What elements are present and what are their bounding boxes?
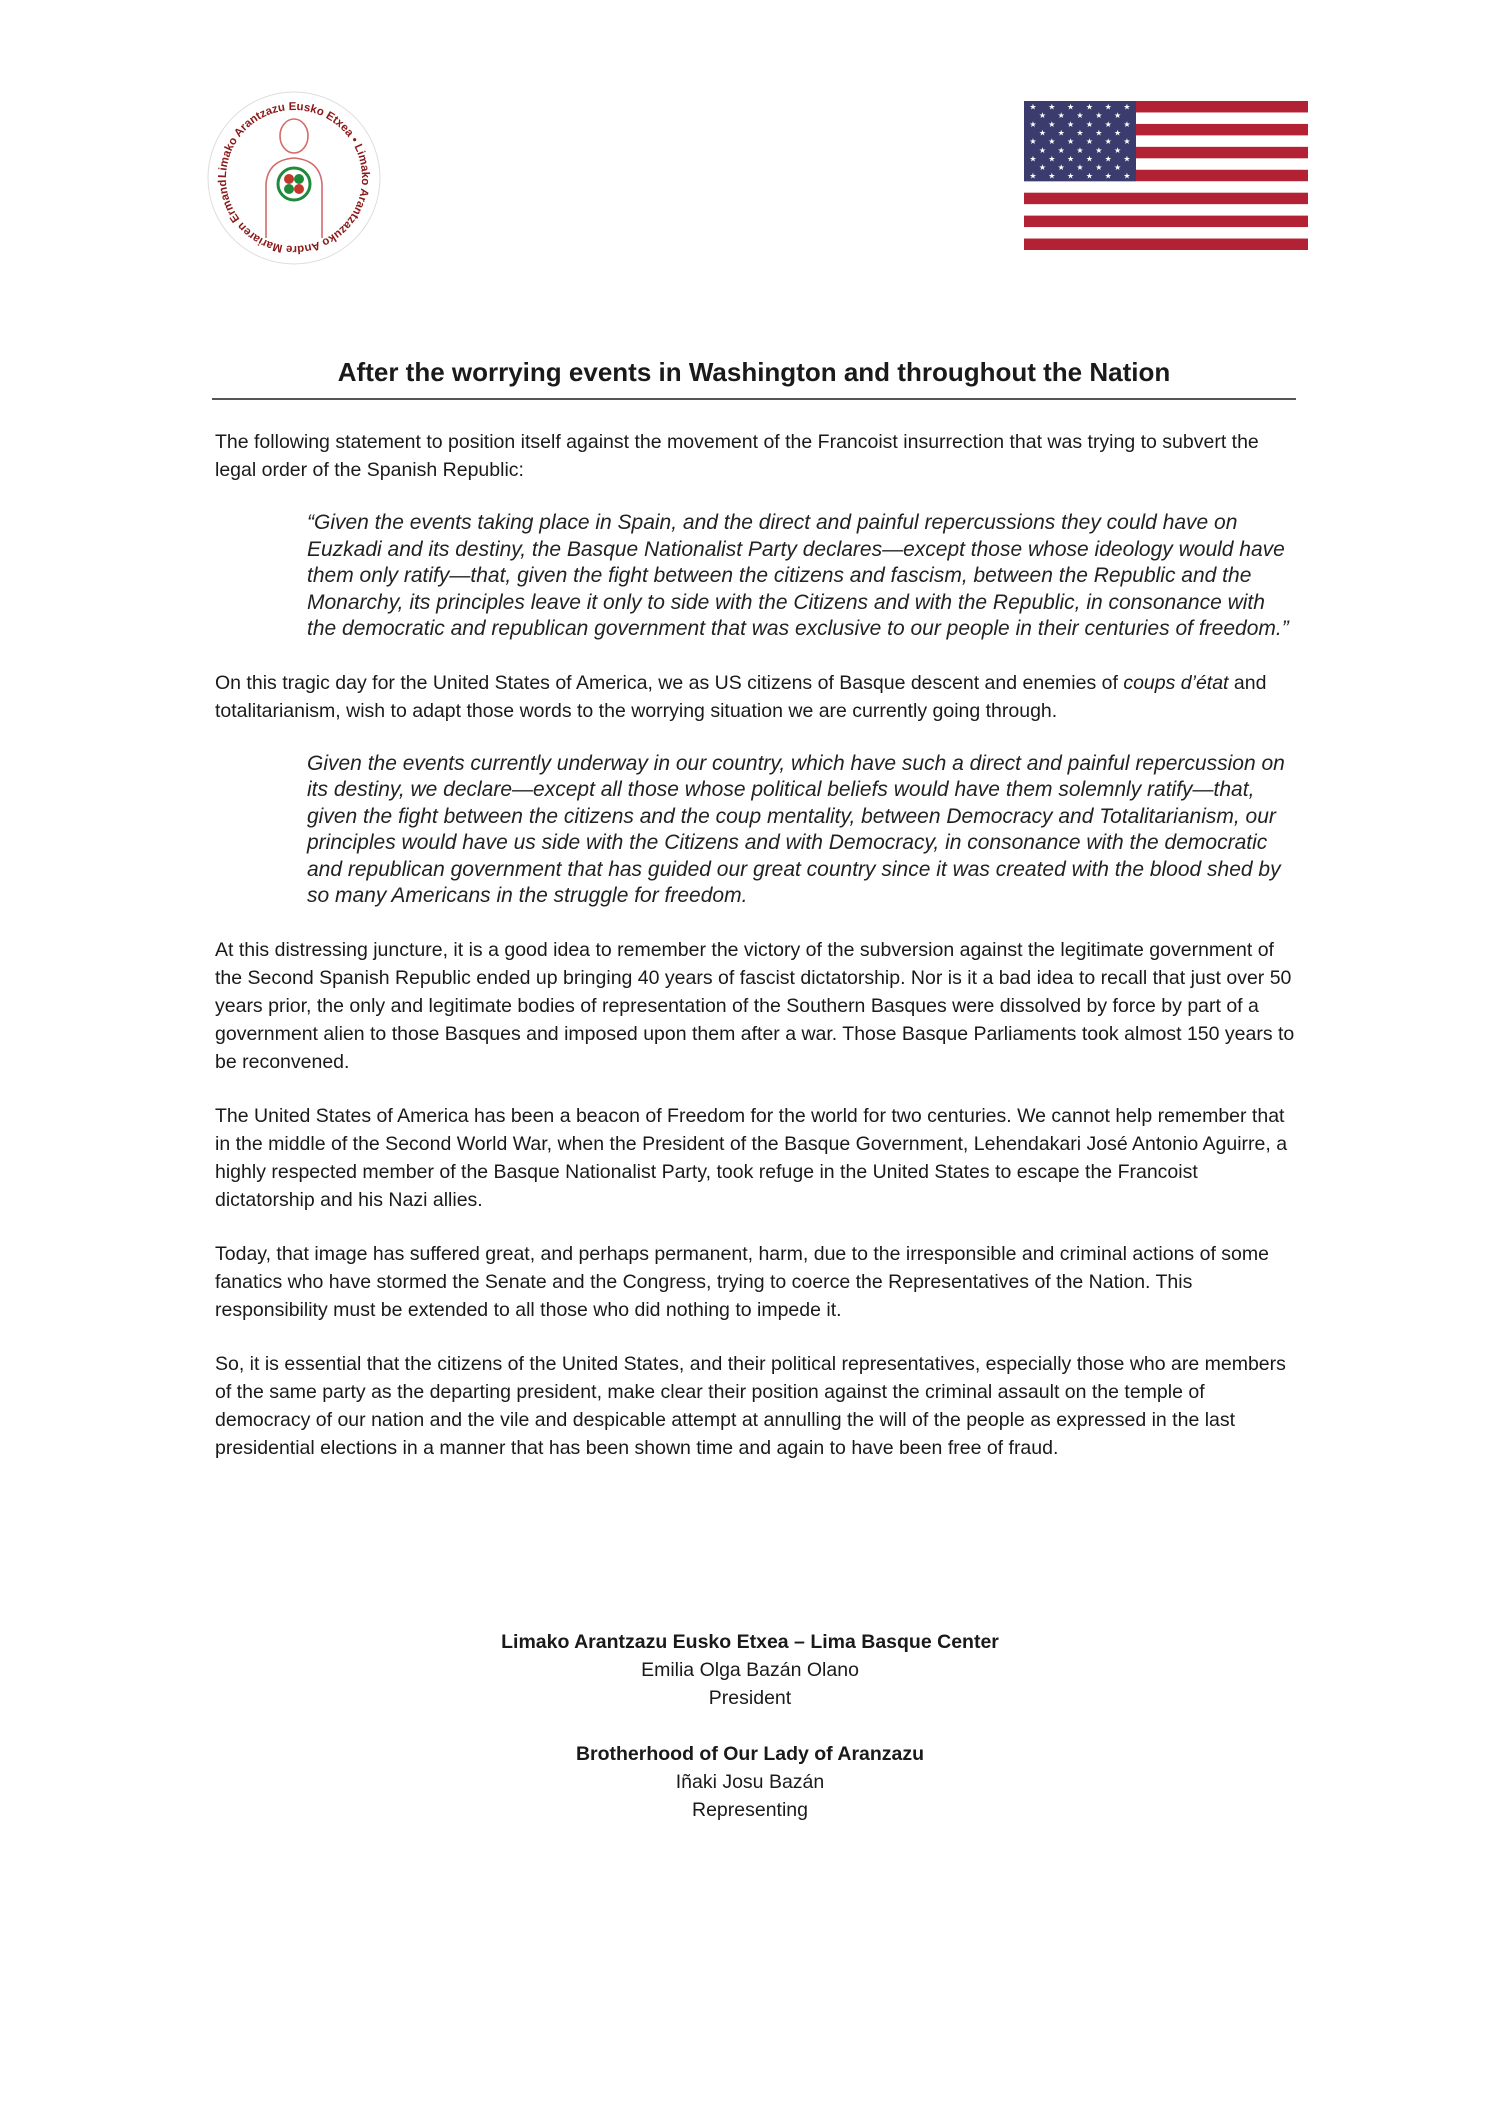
flag-star: ★: [1029, 154, 1037, 164]
signature-organization: Limako Arantzazu Eusko Etxea – Lima Basque Center: [501, 1631, 999, 1653]
flag-star: ★: [1067, 102, 1075, 112]
flag-star: ★: [1038, 145, 1046, 155]
flag-stripe: [1024, 216, 1308, 228]
flag-star: ★: [1085, 102, 1093, 112]
signature-block-brotherhood: [200, 1740, 1300, 1824]
essential-paragraph: So, it is essential that the citizens of the United States, and their political representatives, especially those who are members of the same party as the departing president, make clear their position against the criminal assault on the temple of democracy of our nation and the vile and despicable attempt at annulling the will of the people as expressed in the last presidential elections in a manner that has been shown time and again to have been free of fraud.: [215, 1352, 1286, 1459]
flag-star: ★: [1104, 102, 1112, 112]
flag-stripe: [1024, 193, 1308, 205]
flag-star: ★: [1114, 145, 1122, 155]
flag-star: ★: [1104, 171, 1112, 181]
flag-star: ★: [1095, 111, 1103, 121]
flag-star: ★: [1048, 119, 1056, 129]
paragraph-text: and totalitarianism, wish to adapt those words to the worrying situation we are currently going through.: [215, 671, 1267, 722]
flag-star: ★: [1076, 163, 1084, 173]
signature-block-lima-basque-center: [200, 1628, 1300, 1712]
distressing-juncture-paragraph: At this distressing juncture, it is a good idea to remember the victory of the subversion against the legitimate government of the Second Spanish Republic ended up bringing 40 years of fascist dictatorship. Nor is it a bad idea to recall that just over 50 years prior, the only and legitimate bodies of representation of the Southern Basques were dissolved by force by part of a government alien to those Basques and imposed upon them after a war. Those Basque Parliaments took almost 150 years to be reconvened.: [215, 938, 1295, 1073]
tragic-day-paragraph: [215, 669, 1295, 725]
intro-paragraph: The following statement to position itself against the movement of the Francoist insurrection that was trying to subvert the legal order of the Spanish Republic:: [215, 431, 1259, 481]
flag-star: ★: [1095, 163, 1103, 173]
flag-star: ★: [1038, 111, 1046, 121]
document-title: After the worrying events in Washington and throughout the Nation: [337, 357, 1171, 387]
flag-star: ★: [1057, 111, 1065, 121]
flag-star: ★: [1123, 137, 1131, 147]
flag-star: ★: [1123, 102, 1131, 112]
paragraph-text: On this tragic day for the United States of America, we as US citizens of Basque descent and enemies of: [215, 671, 1124, 694]
flag-star: ★: [1067, 154, 1075, 164]
harm-paragraph: Today, that image has suffered great, and perhaps permanent, harm, due to the irresponsible and criminal actions of some fanatics who have stormed the Senate and the Congress, trying to coerce the Representatives of the Nation. This responsibility must be extended to all those who did nothing to impede it.: [215, 1242, 1269, 1321]
signature-organization: Brotherhood of Our Lady of Aranzazu: [575, 1743, 925, 1765]
basque-center-logo: [204, 88, 384, 268]
flag-star: ★: [1104, 154, 1112, 164]
flag-star: ★: [1095, 145, 1103, 155]
flag-star: ★: [1085, 154, 1093, 164]
flag-stripe: [1024, 204, 1308, 216]
flag-star: ★: [1067, 119, 1075, 129]
flag-star: ★: [1114, 128, 1122, 138]
signature-name: Emilia Olga Bazán Olano: [641, 1659, 859, 1681]
coups-detat-italic: coups d’état: [1123, 671, 1229, 694]
flag-star: ★: [1067, 137, 1075, 147]
flag-star: ★: [1076, 111, 1084, 121]
flag-star: ★: [1076, 145, 1084, 155]
flag-star: ★: [1123, 119, 1131, 129]
flag-star: ★: [1029, 119, 1037, 129]
flag-star: ★: [1057, 128, 1065, 138]
flag-star: ★: [1114, 163, 1122, 173]
flag-star: ★: [1029, 102, 1037, 112]
flag-star: ★: [1057, 145, 1065, 155]
flag-star: ★: [1123, 171, 1131, 181]
flag-star: ★: [1048, 171, 1056, 181]
historic-quote: “Given the events taking place in Spain, and the direct and painful repercussions they could have on Euzkadi and its destiny, the Basque Nationalist Party declares—except those whose ideology would have them only ratify—that, given the fight between the citizens and fascism, between the Republic and the Monarchy, its principles leave it only to side with the Citizens and with the Republic, in consonance with the democratic and republican government that was exclusive to our people in their centuries of freedom.”: [307, 511, 1289, 640]
flag-star: ★: [1067, 171, 1075, 181]
document-body: [215, 428, 1295, 1462]
flag-star: ★: [1104, 119, 1112, 129]
flag-star: ★: [1029, 171, 1037, 181]
flag-star: ★: [1104, 137, 1112, 147]
flag-stripe: [1024, 181, 1308, 193]
logo-ring-text: Limako Arantzazu Eusko Etxea • Limako Arantzazuko Andre Mariaren Ermand: [216, 100, 372, 256]
adapted-quote: Given the events currently underway in our country, which have such a direct and painful repercussion on its destiny, we declare—except all those whose political beliefs would have them solemnly ratify—that, given the fight between the citizens and the coup mentality, between Democracy and Totalitarianism, our principles would have us side with the Citizens and with Democracy, in consonance with the democratic and republican government that has guided our great country since it was created with the blood shed by so many Americans in the struggle for freedom.: [307, 751, 1285, 907]
title-underline: [212, 398, 1296, 400]
flag-star: ★: [1114, 111, 1122, 121]
flag-star: ★: [1076, 128, 1084, 138]
flag-star: ★: [1048, 102, 1056, 112]
flag-star: ★: [1095, 128, 1103, 138]
flag-star: ★: [1085, 171, 1093, 181]
signature-role: Representing: [692, 1799, 808, 1821]
flag-star: ★: [1048, 137, 1056, 147]
flag-star: ★: [1029, 137, 1037, 147]
flag-stripe: [1024, 239, 1308, 250]
flag-star: ★: [1085, 137, 1093, 147]
flag-star: ★: [1085, 119, 1093, 129]
flag-stripe: [1024, 227, 1308, 239]
signature-name: Iñaki Josu Bazán: [675, 1771, 825, 1793]
us-flag-icon: [1024, 101, 1308, 250]
flag-star: ★: [1038, 163, 1046, 173]
flag-star: ★: [1123, 154, 1131, 164]
beacon-of-freedom-paragraph: The United States of America has been a beacon of Freedom for the world for two centuries. We cannot help remember that in the middle of the Second World War, when the President of the Basque Government, Lehendakari José Antonio Aguirre, a highly respected member of the Basque Nationalist Party, took refuge in the United States to escape the Francoist dictatorship and his Nazi allies.: [215, 1104, 1288, 1211]
signature-role: President: [708, 1687, 792, 1709]
flag-star: ★: [1038, 128, 1046, 138]
flag-star: ★: [1048, 154, 1056, 164]
flag-star: ★: [1057, 163, 1065, 173]
